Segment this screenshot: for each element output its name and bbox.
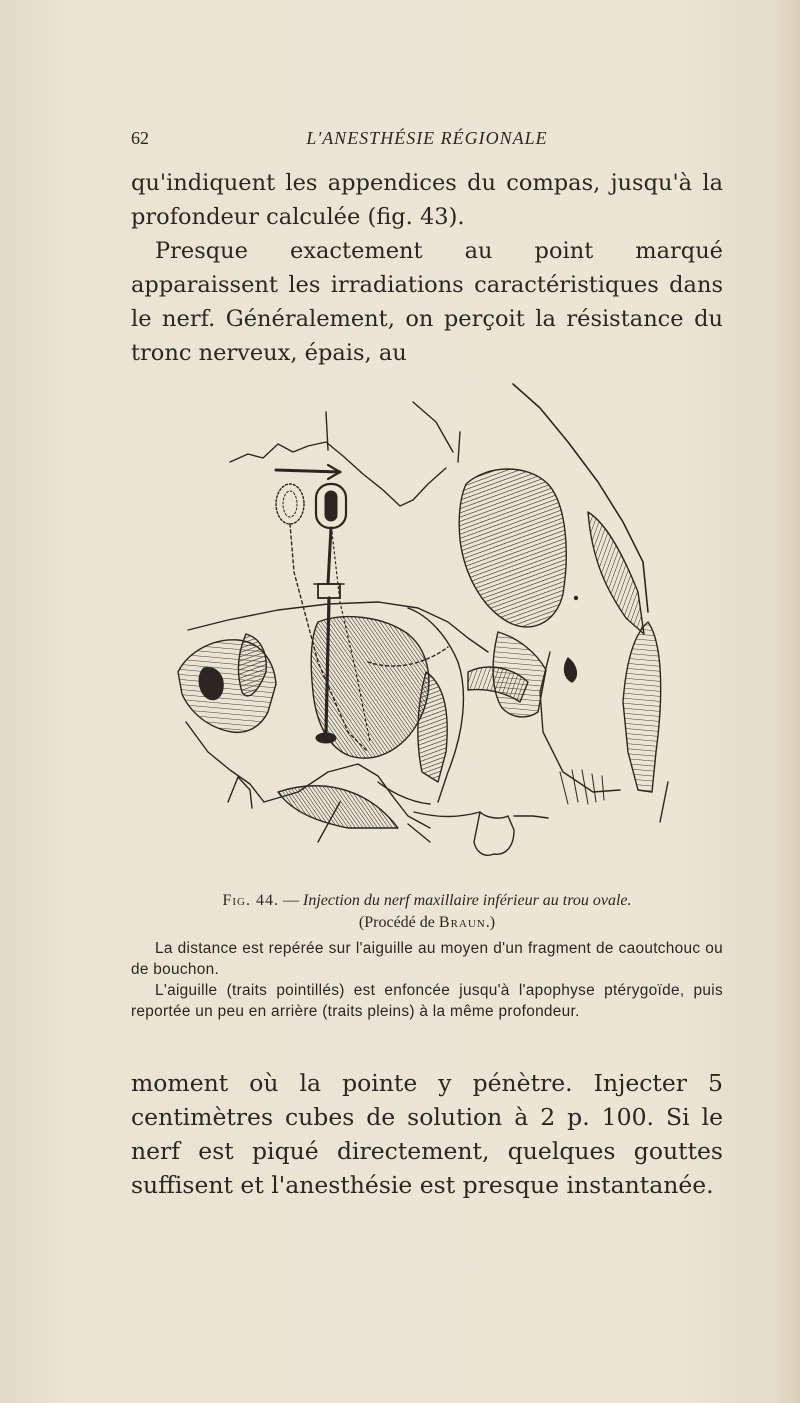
body-text-top (131, 166, 723, 370)
procedure-author: Braun (438, 914, 486, 931)
procedure-suffix: .) (485, 914, 496, 931)
page-number: 62 (131, 128, 149, 148)
legend-needle: L'aiguille (traits pointillés) est enfoncée jusqu'à l'apophyse ptérygoïde, puis reportée un peu en arrière (traits pleins) à la même profondeur. (131, 982, 723, 1020)
skull-needle-illustration (168, 372, 688, 864)
figure-caption-title (131, 890, 723, 934)
body-text-bottom (131, 1066, 723, 1202)
page-header (131, 128, 723, 152)
anatomical-figure (168, 372, 688, 864)
figure-legend (131, 938, 723, 1022)
figure-dash: — (278, 892, 303, 909)
procedure-prefix: (Procédé de (358, 914, 439, 931)
running-title: L'ANESTHÉSIE RÉGIONALE (306, 128, 548, 148)
paragraph-continuation: qu'indiquent les appendices du compas, jusqu'à la profondeur calculée (fig. 43). (131, 170, 723, 230)
figure-title: Injection du nerf maxillaire inférieur au trou ovale. (302, 892, 632, 909)
paragraph-irradiations: Presque exactement au point marqué apparaissent les irradiations caractéristiques dans le nerf. Généralement, on perçoit la résistance du tronc nerveux, épais, au (131, 238, 723, 366)
figure-label: Fig. 44. (222, 892, 279, 909)
paragraph-injection: moment où la pointe y pénètre. Injecter 5 centimètres cubes de solution à 2 p. 100. Si le nerf est piqué directement, quelques gouttes suffisent et l'anesthésie est presque instantanée. (131, 1069, 723, 1199)
legend-distance: La distance est repérée sur l'aiguille au moyen d'un fragment de caoutchouc ou de bouchon. (131, 940, 723, 978)
